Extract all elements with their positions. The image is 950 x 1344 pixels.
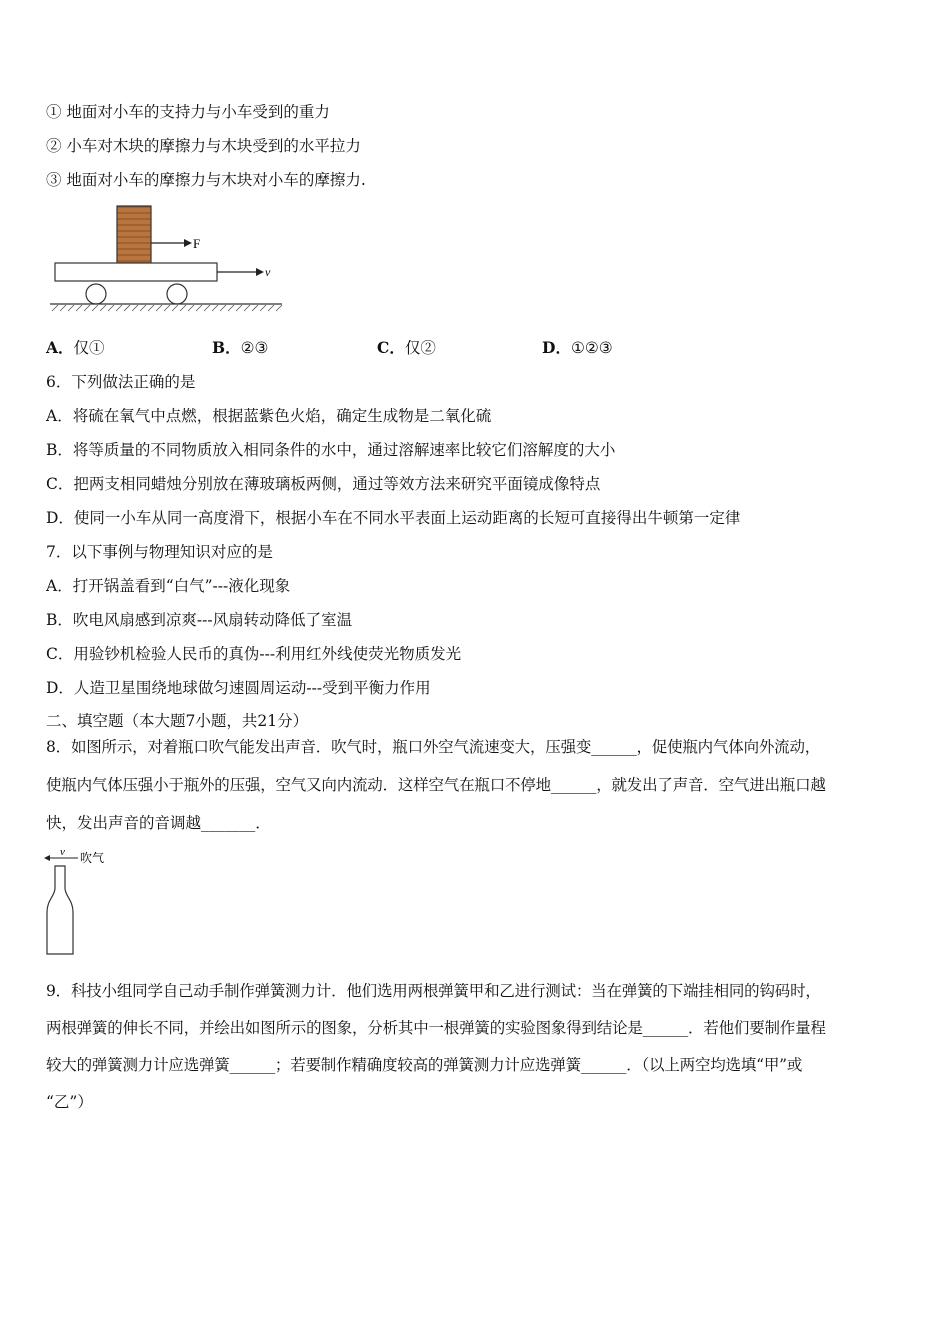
q5-option-c-text: 仅② <box>404 339 436 357</box>
q7-option-d: D．人造卫星围绕地球做匀速圆周运动---受到平衡力作用 <box>46 679 431 697</box>
q7-option-b: B．吹电风扇感到凉爽---风扇转动降低了室温 <box>46 611 353 629</box>
q9-line-2: 两根弹簧的伸长不同，并绘出如图所示的图象，分析其中一根弹簧的实验图象得到结论是______．若他们要制作量程 <box>46 1019 826 1037</box>
blow-velocity-label: v <box>60 846 65 858</box>
cart-block-figure <box>46 198 291 318</box>
wooden-block <box>117 206 151 263</box>
q5-item-3: ③ 地面对小车的摩擦力与木块对小车的摩擦力. <box>46 171 366 189</box>
q9-line-3: 较大的弹簧测力计应选弹簧______；若要制作精确度较高的弹簧测力计应选弹簧______．（以上两空均选填“甲”或 <box>46 1056 803 1074</box>
q5-options <box>46 338 746 360</box>
q6-option-c: C．把两支相同蜡烛分别放在薄玻璃板两侧，通过等效方法来研究平面镜成像特点 <box>46 475 601 493</box>
q5-option-a <box>46 338 105 358</box>
q5-item-2: ② 小车对木块的摩擦力与木块受到的水平拉力 <box>46 137 361 155</box>
q5-option-b <box>212 338 268 358</box>
q5-option-a-text: 仅① <box>73 339 105 357</box>
q6-stem: 6．下列做法正确的是 <box>46 373 196 391</box>
force-label: F <box>193 236 201 251</box>
bottle-figure <box>40 842 120 962</box>
ground-hatching <box>52 305 282 311</box>
q7-option-c: C．用验钞机检验人民币的真伪---利用红外线使荧光物质发光 <box>46 645 462 663</box>
q9-line-1: 9．科技小组同学自己动手制作弹簧测力计．他们选用两根弹簧甲和乙进行测试：当在弹簧的下端挂相同的钩码时， <box>46 982 821 1000</box>
q5-option-d <box>542 338 613 358</box>
q5-option-d-letter: D． <box>542 338 571 357</box>
q5-option-a-letter: A． <box>46 338 74 357</box>
q5-option-b-letter: B． <box>212 338 241 357</box>
q9-line-4: “乙”） <box>46 1093 93 1111</box>
q5-option-c <box>377 338 436 358</box>
velocity-label: v <box>265 265 271 279</box>
q6-option-b: B．将等质量的不同物质放入相同条件的水中，通过溶解速率比较它们溶解度的大小 <box>46 441 616 459</box>
q8-line-3: 快，发出声音的音调越_______． <box>46 814 271 832</box>
q5-item-1: ① 地面对小车的支持力与小车受到的重力 <box>46 103 330 121</box>
cart-board <box>55 263 217 281</box>
section-title: 二、填空题（本大题7小题，共21分） <box>46 712 309 730</box>
q8-line-2: 使瓶内气体压强小于瓶外的压强，空气又向内流动．这样空气在瓶口不停地______，就发出了声音．空气进出瓶口越 <box>46 776 826 794</box>
q5-option-b-text: ②③ <box>240 339 269 357</box>
cart-wheel-left <box>86 284 106 304</box>
q7-stem: 7．以下事例与物理知识对应的是 <box>46 543 273 561</box>
blow-label: 吹气 <box>80 851 105 865</box>
q5-option-d-text: ①②③ <box>570 339 613 357</box>
cart-wheel-right <box>167 284 187 304</box>
q8-line-1: 8．如图所示，对着瓶口吹气能发出声音．吹气时，瓶口外空气流速变大，压强变______，促使瓶内气体向外流动， <box>46 738 821 756</box>
bottle-outline <box>47 866 73 954</box>
q5-option-c-letter: C． <box>377 338 405 357</box>
q6-option-d: D．使同一小车从同一高度滑下，根据小车在不同水平表面上运动距离的长短可直接得出牛顿第一定律 <box>46 509 741 527</box>
q7-option-a: A．打开锅盖看到“白气”---液化现象 <box>46 577 291 595</box>
q6-option-a: A．将硫在氧气中点燃，根据蓝紫色火焰，确定生成物是二氧化硫 <box>46 407 492 425</box>
